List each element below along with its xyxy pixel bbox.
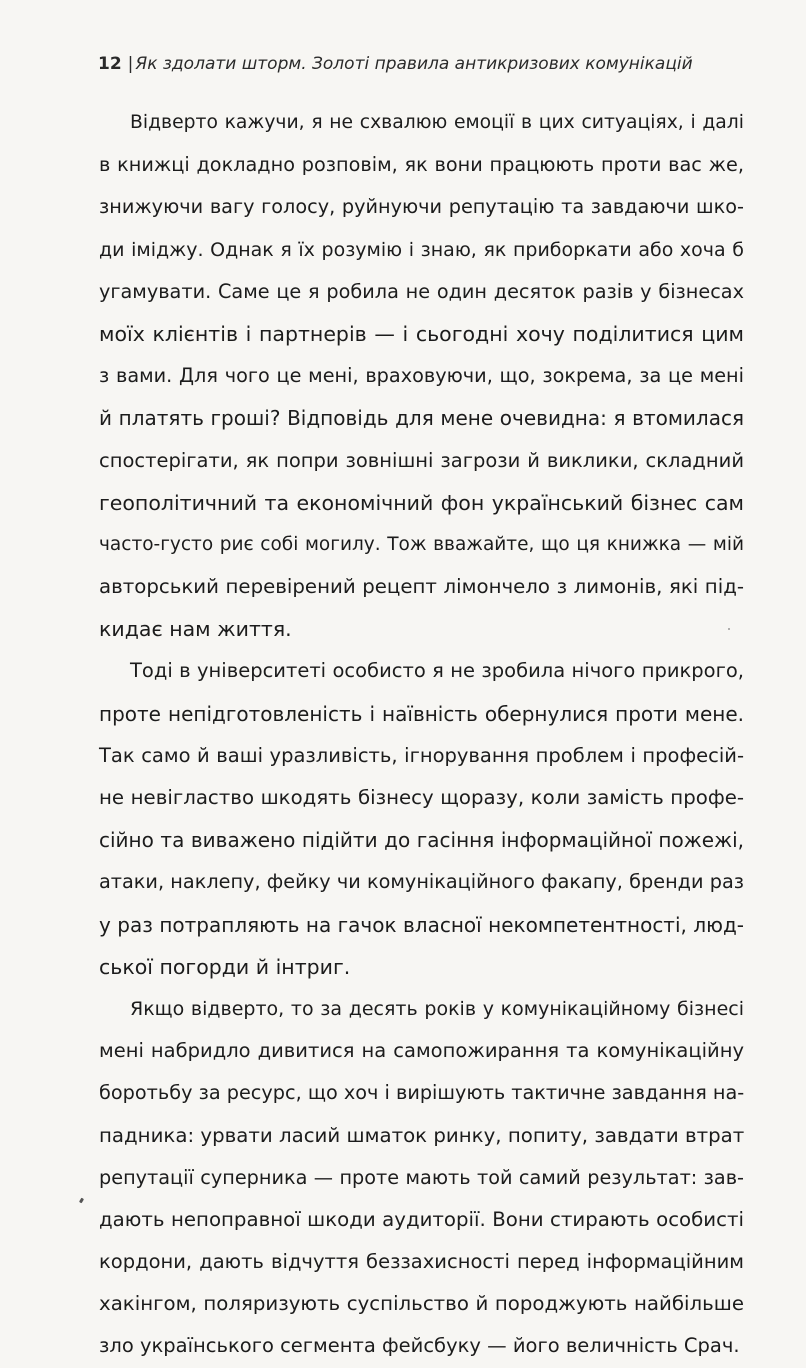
paragraph-1 (99, 102, 744, 650)
text-line: атаки, наклепу, фейку чи комунікаційного факапу, бренди раз (99, 870, 744, 894)
text-line: сійно та виважено підійти до гасіння інформаційної пожежі, (99, 828, 744, 853)
paragraph-2 (99, 650, 744, 988)
text-line: у раз потрапляють на гачок власної некомпетентності, люд- (99, 912, 744, 937)
text-line: зло українського сегмента фейсбуку — його величність Срач. (99, 1334, 740, 1358)
page-number: 12 (98, 54, 122, 74)
text-line: не невігластво шкодять бізнесу щоразу, коли замість профе- (99, 786, 744, 809)
text-line: кордони, дають відчуття беззахисності перед інформаційним (99, 1250, 744, 1274)
text-line: боротьбу за ресурс, що хоч і вирішують тактичне завдання на- (99, 1081, 745, 1105)
text-line: з вами. Для чого це мені, враховуючи, що, зокрема, за це мені (99, 364, 744, 388)
paragraph-3 (99, 988, 744, 1368)
text-line: дають непоправної шкоди аудиторії. Вони стирають особисті (99, 1207, 744, 1231)
text-line: Відверто кажучи, я не схвалюю емоції в цих ситуаціях, і далі (130, 112, 744, 133)
header-separator: | (127, 54, 134, 74)
text-line: ської погорди й інтриг. (99, 954, 351, 979)
text-line: спостерігати, як попри зовнішні загрози й виклики, складний (99, 448, 744, 472)
text-line: угамувати. Саме це я робила не один десяток разів у бізнесах (99, 279, 744, 303)
text-line: Так само й ваші уразливість, ігнорування проблем і професій- (99, 743, 744, 767)
text-line: часто-густо риє собі могилу. Тож вважайте, що ця книжка — мій (99, 533, 744, 555)
text-line: авторський перевірений рецепт лімончело з лимонів, які під- (99, 575, 744, 599)
text-line: ди іміджу. Однак я їх розумію і знаю, як приборкати або хоча б (99, 238, 744, 261)
text-line: й платять гроші? Відповідь для мене очевидна: я втомилася (99, 406, 744, 431)
text-line: проте непідготовленість і наївність обернулися проти мене. (99, 701, 744, 726)
running-header (98, 54, 693, 74)
text-line: падника: урвати ласий шматок ринку, попиту, завдати втрат (99, 1123, 745, 1147)
text-line: мені набридло дивитися на самопожирання та комунікаційну (99, 1039, 744, 1063)
text-line: моїх клієнтів і партнерів — і сьогодні хочу поділитися цим (99, 321, 744, 346)
text-line: репутації суперника — проте мають той самий результат: зав- (99, 1165, 744, 1189)
paper-mark (79, 1198, 84, 1204)
text-line: в книжці докладно розповім, як вони працюють проти вас же, (99, 153, 744, 177)
text-line: Тоді в університеті особисто я не зробила нічого прикрого, (130, 659, 744, 683)
text-line: Якщо відверто, то за десять років у комунікаційному бізнесі (130, 997, 744, 1020)
text-line: хакінгом, поляризують суспільство й породжують найбільше (99, 1292, 744, 1316)
text-line: кидає нам життя. (99, 617, 292, 642)
body-text (99, 102, 744, 1368)
text-line: геополітичний та економічний фон український бізнес сам (99, 490, 744, 515)
book-title: Як здолати шторм. Золоті правила антикризових комунікацій (135, 54, 693, 74)
paper-speck (728, 628, 730, 630)
text-line: знижуючи вагу голосу, руйнуючи репутацію та завдаючи шко- (99, 195, 744, 219)
